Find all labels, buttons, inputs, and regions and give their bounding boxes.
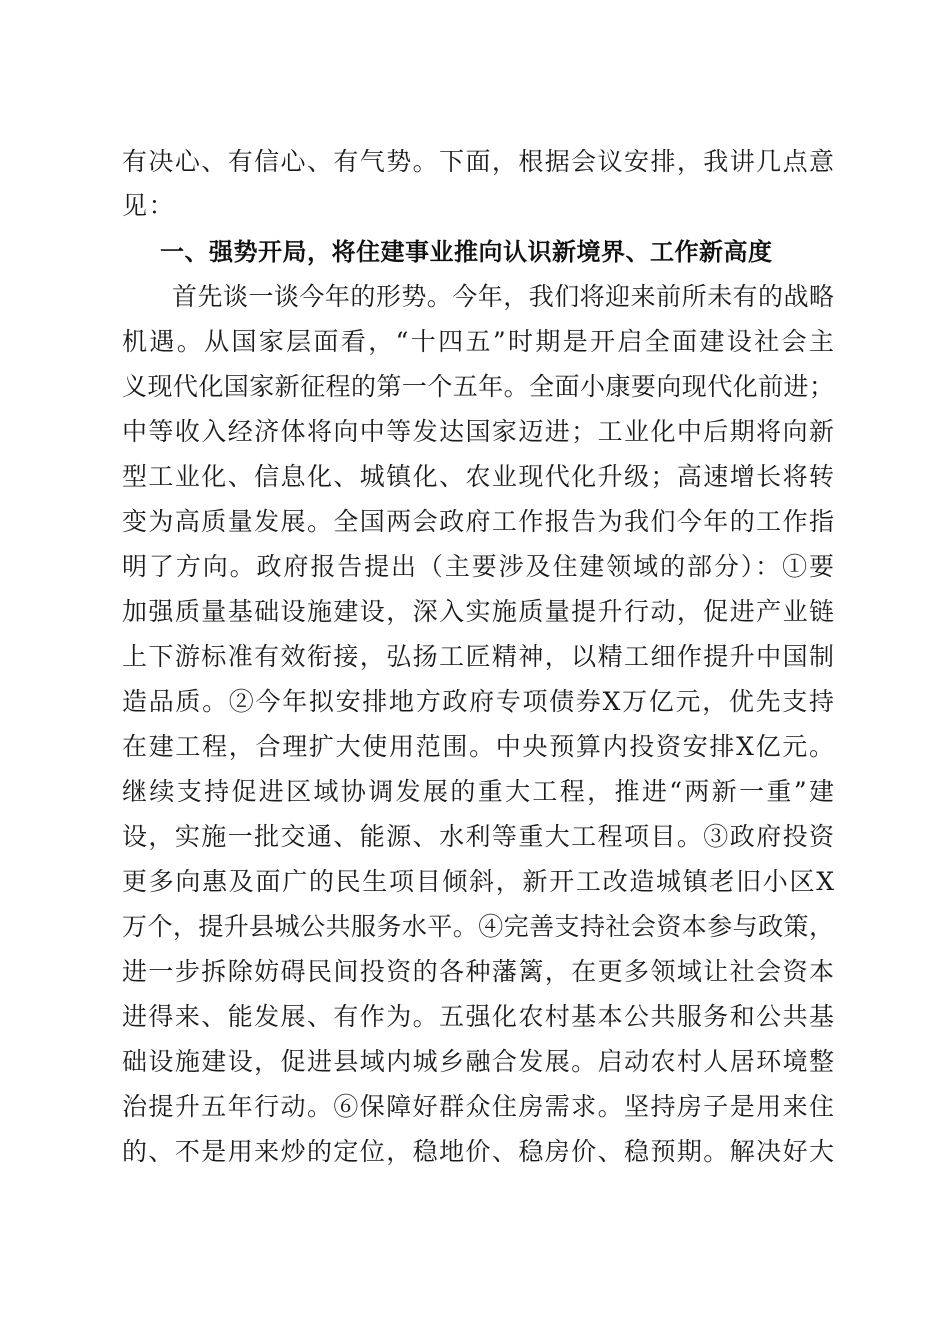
body-line-10: 造品质。②今年拟安排地方政府专项债券X万亿元，优先支持 [122,687,834,716]
body-line-18: 础设施建设，促进县域内城乡融合发展。启动农村人居环境整 [122,1047,834,1076]
body-line-7: 明了方向。政府报告提出（主要涉及住建领域的部分）：①要 [122,552,834,581]
body-line-2: 机遇。从国家层面看，“十四五”时期是开启全面建设社会主 [122,327,834,356]
body-line-16: 进一步拆除妨碍民间投资的各种藩篱，在更多领域让社会资本 [122,957,834,986]
body-line-1: 首先谈一谈今年的形势。今年，我们将迎来前所未有的战略 [172,282,834,311]
body-line-11: 在建工程，合理扩大使用范围。中央预算内投资安排X亿元。 [122,732,834,761]
body-line-12: 继续支持促进区域协调发展的重大工程，推进“两新一重”建 [122,777,834,806]
section-heading: 一、强势开局，将住建事业推向认识新境界、工作新高度 [160,238,773,266]
body-line-4: 中等收入经济体将向中等发达国家迈进；工业化中后期将向新 [122,417,834,446]
body-line-20: 的、不是用来炒的定位，稳地价、稳房价、稳预期。解决好大 [122,1137,834,1166]
body-line-8: 加强质量基础设施建设，深入实施质量提升行动，促进产业链 [122,597,834,626]
body-line-5: 型工业化、信息化、城镇化、农业现代化升级；高速增长将转 [122,462,834,491]
body-line-9: 上下游标准有效衔接，弘扬工匠精神，以精工细作提升中国制 [122,642,834,671]
body-line-6: 变为高质量发展。全国两会政府工作报告为我们今年的工作指 [122,507,834,536]
body-line-17: 进得来、能发展、有作为。五强化农村基本公共服务和公共基 [122,1002,834,1031]
body-line-14: 更多向惠及面广的民生项目倾斜，新开工改造城镇老旧小区X [122,867,834,896]
intro-line-1: 有决心、有信心、有气势。下面，根据会议安排，我讲几点意 [122,147,834,176]
intro-line-2: 见： [122,191,176,220]
body-line-13: 设，实施一批交通、能源、水利等重大工程项目。③政府投资 [122,822,834,851]
body-line-15: 万个，提升县城公共服务水平。④完善支持社会资本参与政策， [122,912,834,941]
body-line-19: 治提升五年行动。⑥保障好群众住房需求。坚持房子是用来住 [122,1092,834,1121]
body-line-3: 义现代化国家新征程的第一个五年。全面小康要向现代化前进； [122,372,834,401]
